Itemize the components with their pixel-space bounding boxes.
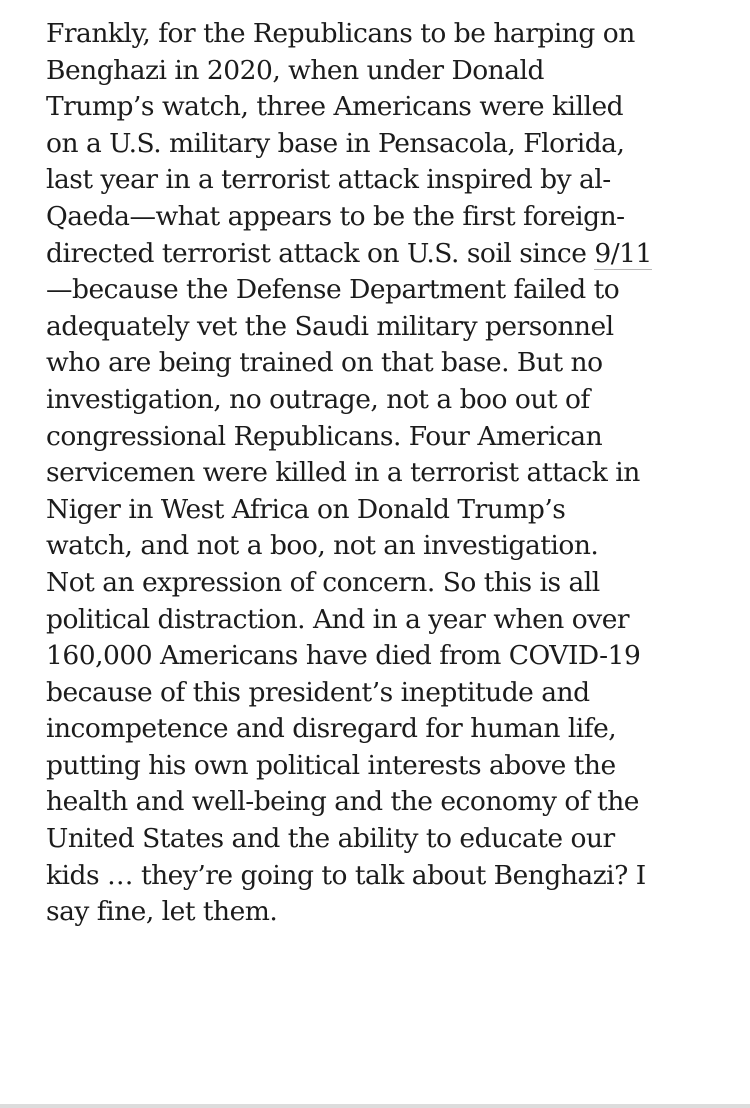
text-line: adequately vet the Saudi military personnel bbox=[46, 310, 614, 342]
text-line: health and well-being and the economy of the bbox=[46, 786, 639, 818]
text-line: Frankly, for the Republicans to be harping on bbox=[46, 18, 635, 49]
text-line: investigation, no outrage, not a boo out of bbox=[46, 383, 590, 415]
text-line: —because the Defense Department failed to bbox=[46, 274, 620, 306]
text-line: United States and the ability to educate our bbox=[46, 823, 615, 855]
text-line: kids … they’re going to talk about Benghazi? I bbox=[46, 859, 646, 891]
text-line: who are being trained on that base. But no bbox=[46, 347, 603, 379]
text-line: say fine, let them. bbox=[46, 896, 278, 928]
text-line: congressional Republicans. Four American bbox=[46, 420, 603, 452]
text-line: political distraction. And in a year when over bbox=[46, 603, 630, 635]
text-line: Benghazi in 2020, when under Donald bbox=[46, 54, 544, 86]
text-line: watch, and not a boo, not an investigation. bbox=[46, 530, 599, 562]
bottom-divider bbox=[0, 1104, 750, 1108]
text-line: Niger in West Africa on Donald Trump’s bbox=[46, 493, 566, 525]
text-line: Trump’s watch, three Americans were killed bbox=[46, 91, 624, 123]
text-line: Not an expression of concern. So this is all bbox=[46, 566, 600, 598]
text-line bbox=[46, 236, 746, 273]
text-line: last year in a terrorist attack inspired by al- bbox=[46, 164, 611, 196]
text-line: 160,000 Americans have died from COVID-19 bbox=[46, 640, 641, 672]
text-line: Qaeda—what appears to be the first foreign- bbox=[46, 200, 625, 232]
text-segment: directed terrorist attack on U.S. soil since bbox=[46, 237, 595, 269]
inline-link-9-11[interactable]: 9/11 bbox=[594, 237, 652, 269]
text-line: because of this president’s ineptitude and bbox=[46, 676, 590, 708]
article-paragraph bbox=[46, 16, 746, 931]
text-line: putting his own political interests above the bbox=[46, 749, 616, 781]
text-line: on a U.S. military base in Pensacola, Florida, bbox=[46, 127, 625, 159]
text-line: incompetence and disregard for human life, bbox=[46, 713, 617, 745]
text-line: servicemen were killed in a terrorist attack in bbox=[46, 457, 640, 489]
